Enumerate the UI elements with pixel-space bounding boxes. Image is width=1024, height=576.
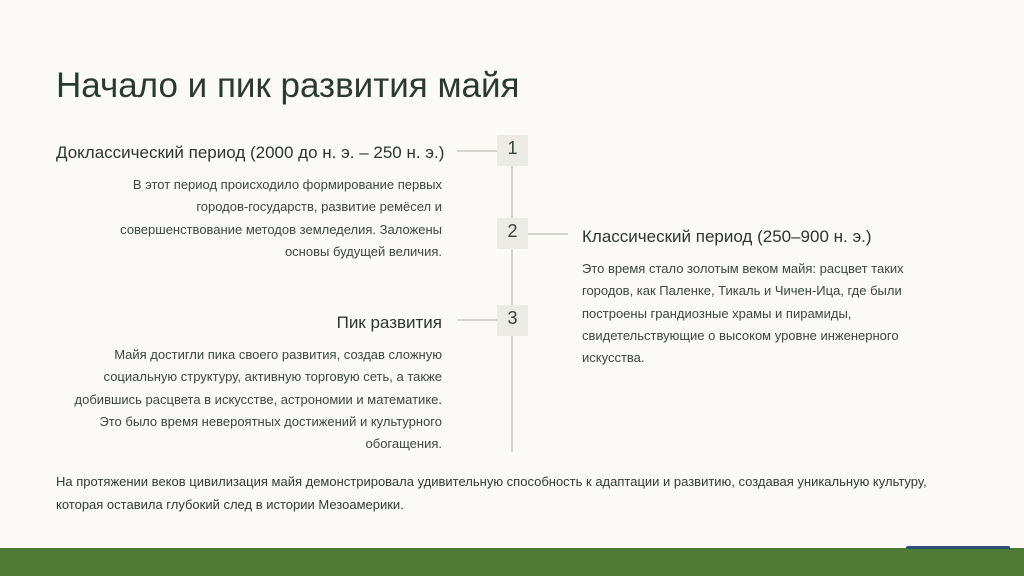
timeline-text-2: Это время стало золотым веком майя: расцвет таких городов, как Паленке, Тикаль и Чичен-Ица, где были построены грандиозные храмы и пирамиды, свидетельствующие о высоком уровне инженерного искусства. — [582, 261, 904, 366]
timeline-connector-3 — [457, 319, 497, 321]
timeline-connector-2 — [528, 233, 568, 235]
timeline-marker-2: 2 — [497, 218, 528, 249]
conclusion-text: На протяжении веков цивилизация майя демонстрировала удивительную способность к адаптации и развитию, создавая уникальную культуру, которая оставила глубокий след в истории Мезоамерики. — [56, 474, 927, 512]
timeline-connector-1 — [457, 150, 497, 152]
bottom-bar — [0, 548, 1024, 576]
slide-title: Начало и пик развития майя — [56, 66, 520, 105]
timeline-marker-1: 1 — [497, 135, 528, 166]
timeline-line — [511, 150, 513, 452]
timeline-heading-2: Классический период (250–900 н. э.) — [582, 227, 872, 246]
corner-accent — [906, 546, 1010, 549]
timeline-heading-3: Пик развития — [336, 313, 442, 332]
timeline-text-3: Майя достигли пика своего развития, создав сложную социальную структуру, активную торговую сеть, а также добившись расцвета в искусстве, астрономии и математике. Это было время невероятных достижений и культурного обогащения. — [74, 347, 442, 452]
timeline-heading-1: Доклассический период (2000 до н. э. – 250 н. э.) — [56, 143, 445, 162]
timeline-text-1: В этот период происходило формирование первых городов-государств, развитие ремёсел и совершенствование методов земледелия. Заложены основы будущей величия. — [120, 177, 442, 259]
timeline-marker-3: 3 — [497, 305, 528, 336]
